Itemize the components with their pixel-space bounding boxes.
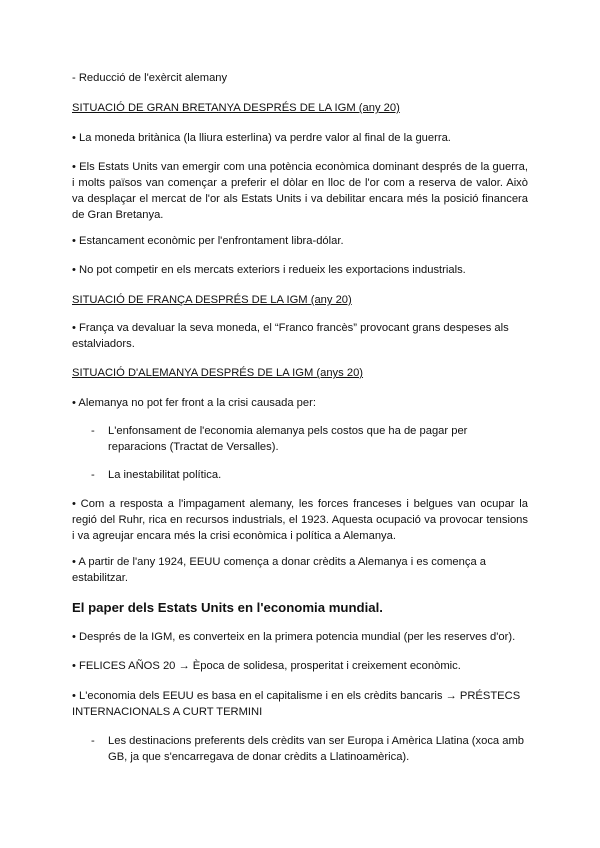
section-title-fr: SITUACIÓ DE FRANÇA DESPRÉS DE LA IGM (any 20) xyxy=(72,294,352,306)
de-paragraph-2: • Com a resposta a l'impagament alemany, les forces franceses i belgues van ocupar la regió del Ruhr, rica en recursos industrials, el 1923. Aquesta ocupació va provocar tensions i va agreujar encara més la crisi econòmica i política a Alemanya. xyxy=(72,498,528,542)
gb-paragraph-4: • No pot competir en els mercats exteriors i redueix les exportacions industrials. xyxy=(72,264,466,276)
fr-paragraph-1: • França va devaluar la seva moneda, el “Franco francès” provocant grans despeses als estalviadors. xyxy=(72,322,509,350)
intro-line: - Reducció de l'exèrcit alemany xyxy=(72,72,228,84)
gb-paragraph-2: • Els Estats Units van emergir com una potència econòmica dominant després de la guerra, i molts països van començar a preferir el dòlar en lloc de l'or com a reserva de valor. Això va desplaçar el mercat de l'or als Estats Units i va debilitar encara més la posició financera de Gran Bretanya. xyxy=(72,161,528,221)
de-subitem-2: La inestabilitat política. xyxy=(108,469,222,481)
list-dash: - xyxy=(91,469,95,481)
usa-subitem-1: Les destinacions preferents dels crèdits van ser Europa i Amèrica Llatina (xoca amb GB, ja que s'encarregava de donar crèdits a Llatinoamèrica). xyxy=(108,735,525,763)
section-title-gb: SITUACIÓ DE GRAN BRETANYA DESPRÉS DE LA IGM (any 20) xyxy=(72,102,400,114)
usa-paragraph-2: • FELICES AÑOS 20 → Època de solidesa, prosperitat i creixement econòmic. xyxy=(72,660,461,672)
usa-paragraph-3: • L'economia dels EEUU es basa en el capitalisme i en els crèdits bancaris → PRÉSTECS INTERNACIONALS A CURT TERMINI xyxy=(72,690,521,718)
usa-paragraph-1: • Després de la IGM, es converteix en la primera potencia mundial (per les reserves d'or). xyxy=(72,631,516,643)
gb-paragraph-3: • Estancament econòmic per l'enfrontament libra-dólar. xyxy=(72,235,344,247)
de-subitem-1: L'enfonsament de l'economia alemanya pels costos que ha de pagar per reparacions (Tractat de Versalles). xyxy=(108,425,468,453)
gb-paragraph-1: • La moneda britànica (la lliura esterlina) va perdre valor al final de la guerra. xyxy=(72,132,451,144)
list-dash: - xyxy=(91,735,95,747)
list-dash: - xyxy=(91,425,95,437)
section-title-de: SITUACIÓ D'ALEMANYA DESPRÉS DE LA IGM (anys 20) xyxy=(72,367,364,379)
de-paragraph-1: • Alemanya no pot fer front a la crisi causada per: xyxy=(72,397,316,409)
usa-heading: El paper dels Estats Units en l'economia mundial. xyxy=(72,600,383,615)
de-paragraph-3: • A partir de l'any 1924, EEUU comença a donar crèdits a Alemanya i es comença a estabilitzar. xyxy=(72,556,486,584)
